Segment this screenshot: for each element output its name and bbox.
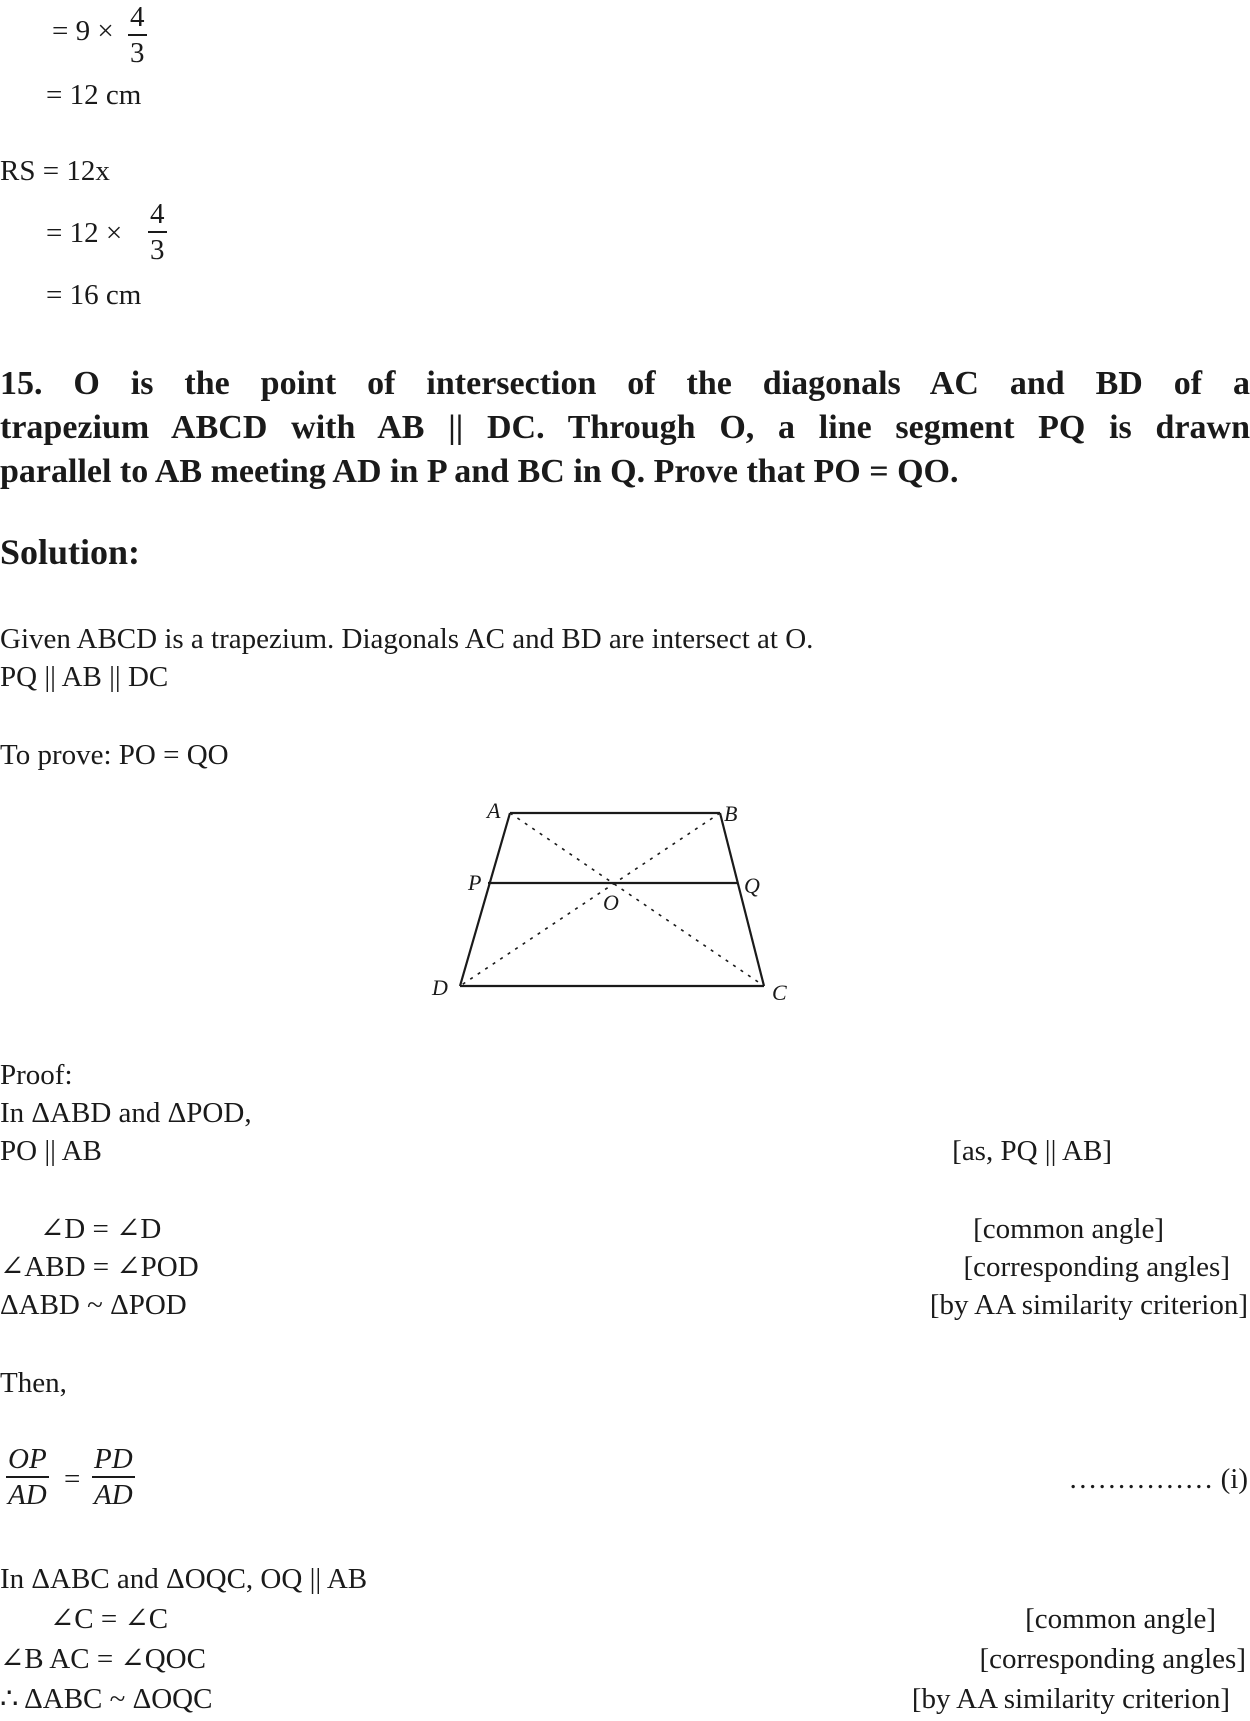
ratio-OP-AD xyxy=(6,1442,49,1512)
calc2-line0: RS = 12x xyxy=(0,155,110,187)
proof-line-8: ∠B AC = ∠QOC xyxy=(0,1643,206,1675)
proof-line-7: ∠C = ∠C xyxy=(50,1603,169,1635)
ratio-OP-AD-numerator: OP xyxy=(6,1442,49,1478)
calc1-fraction-numerator: 4 xyxy=(128,0,147,36)
calc1-line1-prefix: = 9 × xyxy=(52,15,114,47)
equation-label-i: …………… (i) xyxy=(1068,1463,1248,1495)
proof-line-5: ΔABD ~ ΔPOD xyxy=(0,1289,187,1321)
calc2-fraction xyxy=(148,197,167,267)
proof-line-9: ∴ ΔABC ~ ΔOQC xyxy=(0,1683,213,1715)
label-C: C xyxy=(772,980,787,1005)
side-BC xyxy=(720,813,764,986)
label-O: O xyxy=(603,890,619,915)
ratio-equals: = xyxy=(64,1463,81,1495)
proof-line-3: ∠D = ∠D xyxy=(40,1213,162,1245)
question-15 xyxy=(0,362,1250,494)
proof-line-2: PO || AB xyxy=(0,1135,102,1167)
calc2-line2: = 16 cm xyxy=(46,279,142,311)
proof-then: Then, xyxy=(0,1367,67,1399)
label-Q: Q xyxy=(744,873,760,898)
diagonal-AC xyxy=(510,813,764,986)
ratio-PD-AD xyxy=(92,1442,135,1512)
question-line-1: 15. O is the point of intersection of the diagonals AC and BD of a xyxy=(0,365,1250,402)
label-A: A xyxy=(487,798,501,823)
side-AD xyxy=(460,813,510,986)
ratio-PD-AD-numerator: PD xyxy=(92,1442,135,1478)
ratio-OP-AD-denominator: AD xyxy=(8,1479,47,1511)
calc2-fraction-denominator: 3 xyxy=(150,234,165,266)
to-prove: To prove: PO = QO xyxy=(0,739,229,771)
solution-heading: Solution: xyxy=(0,532,141,572)
question-line-3: parallel to AB meeting AD in P and BC in Q. Prove that PO = QO. xyxy=(0,453,959,490)
label-P: P xyxy=(468,870,482,895)
proof-line-1: In ΔABD and ΔPOD, xyxy=(0,1097,252,1129)
label-D: D xyxy=(432,975,448,1000)
calc2-fraction-numerator: 4 xyxy=(148,197,167,233)
proof-heading: Proof: xyxy=(0,1059,73,1091)
proof-line-4: ∠ABD = ∠POD xyxy=(0,1251,199,1283)
calc1-fraction xyxy=(128,0,147,70)
proof-line-8-reason: [corresponding angles] xyxy=(979,1643,1246,1675)
question-line-2: trapezium ABCD with AB || DC. Through O, a line segment PQ is drawn xyxy=(0,409,1250,446)
proof-line-5-reason: [by AA similarity criterion] xyxy=(929,1289,1248,1321)
proof-line-9-reason: [by AA similarity criterion] xyxy=(911,1683,1230,1715)
calc1-fraction-denominator: 3 xyxy=(130,37,145,69)
calc1-line2: = 12 cm xyxy=(46,79,142,111)
diagonal-BD xyxy=(460,813,720,986)
given-line-2: PQ || AB || DC xyxy=(0,661,169,693)
calc2-line1-prefix: = 12 × xyxy=(46,217,123,249)
proof-line-4-reason: [corresponding angles] xyxy=(963,1251,1230,1283)
given-line-1: Given ABCD is a trapezium. Diagonals AC and BD are intersect at O. xyxy=(0,623,814,655)
label-B: B xyxy=(724,801,738,826)
ratio-PD-AD-denominator: AD xyxy=(94,1479,133,1511)
proof-line-7-reason: [common angle] xyxy=(1025,1603,1216,1635)
proof-line-3-reason: [common angle] xyxy=(973,1213,1164,1245)
proof-line-6: In ΔABC and ΔOQC, OQ || AB xyxy=(0,1563,368,1595)
proof-line-2-reason: [as, PQ || AB] xyxy=(952,1135,1112,1167)
